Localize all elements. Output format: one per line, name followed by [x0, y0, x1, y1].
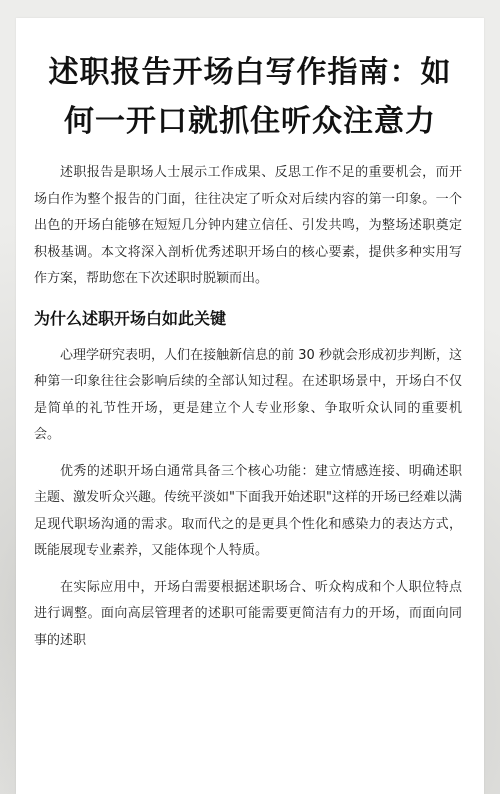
section-paragraph-1: 心理学研究表明，人们在接触新信息的前 30 秒就会形成初步判断，这种第一印象往往会影响后续的全部认知过程。在述职场景中，开场白不仅是简单的礼节性开场，更是建立个人专业形象、争取听众认同的重要机会。 — [34, 347, 462, 442]
intro-paragraph: 述职报告是职场人士展示工作成果、反思工作不足的重要机会，而开场白作为整个报告的门面，往往决定了听众对后续内容的第一印象。一个出色的开场白能够在短短几分钟内建立信任、引发共鸣，为整场述职奠定积极基调。本文将深入剖析优秀述职开场白的核心要素，提供多种实用写作方案，帮助您在下次述职时脱颖而出。 — [34, 165, 462, 286]
article-title: 述职报告开场白写作指南：如何一开口就抓住听众注意力 — [48, 55, 452, 139]
section-paragraph-3: 在实际应用中，开场白需要根据述职场合、听众构成和个人职位特点进行调整。面向高层管理者的述职可能需要更简洁有力的开场，而面向同事的述职 — [34, 579, 462, 648]
section-paragraph-2: 优秀的述职开场白通常具备三个核心功能：建立情感连接、明确述职主题、激发听众兴趣。传统平淡如"下面我开始述职"这样的开场已经难以满足现代职场沟通的需求。取而代之的是更具个性化和感染力的表达方式，既能展现专业素养，又能体现个人特质。 — [34, 463, 462, 558]
section-heading: 为什么述职开场白如此关键 — [34, 308, 227, 328]
article-body — [34, 160, 462, 664]
article-page — [16, 18, 484, 794]
